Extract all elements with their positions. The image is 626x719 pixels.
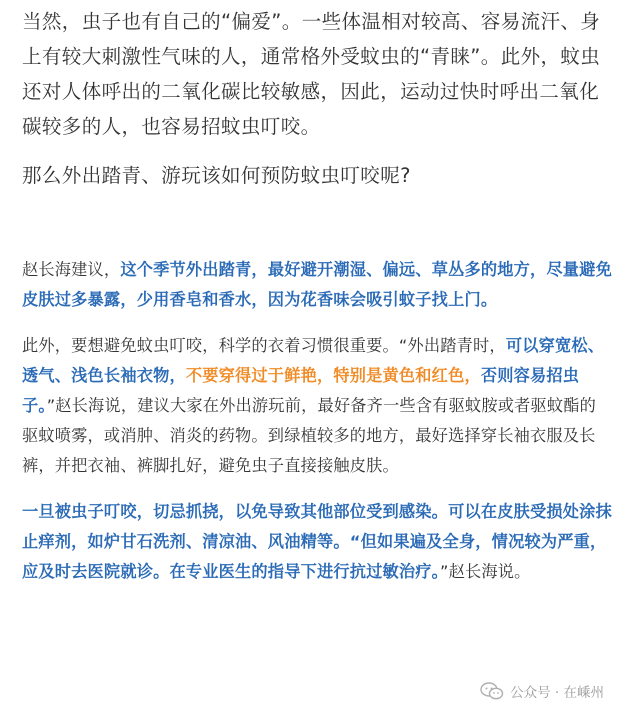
advice-prefix: 赵长海建议， [22,260,121,279]
paragraph-advice [22,255,612,315]
question-heading: 那么外出踏青、游玩该如何预防蚊虫叮咬呢? [22,164,411,187]
watermark-text: 公众号 · 在嵊州 [510,685,604,701]
clothing-intro: 此外，要想避免蚊虫叮咬，科学的衣着习惯很重要。“外出踏青时， [22,336,506,355]
paragraph-bite-treatment [22,497,612,587]
treatment-attribution: ”赵长海说。 [439,562,531,581]
wechat-icon [480,682,504,700]
paragraph-insect-preference: 当然，虫子也有自己的“偏爱”。一些体温相对较高、容易流汗、身上有较大刺激性气味的人，通常格外受蚊虫的“青睐”。此外，蚊虫还对人体呼出的二氧化碳比较敏感，因此，运动过快时呼出二氧化碳较多的人，也容易招蚊虫叮咬。 [22,10,601,138]
clothing-highlight-orange: 不要穿得过于鲜艳，特别是黄色和红色， [185,366,481,385]
watermark [480,681,604,701]
clothing-highlight-blue-1: 可以穿宽松、透气、浅色长袖衣物， [22,336,605,385]
clothing-rest: ”赵长海说，建议大家在外出游玩前，最好备齐一些含有驱蚊胺或者驱蚊酯的驱蚊喷雾，或消肿、消炎的药物。到绿植较多的地方，最好选择穿长袖衣服及长裤，并把衣袖、裤脚扎好，避免虫子直接接触皮肤。 [22,396,597,475]
paragraph-clothing [22,331,612,481]
treatment-highlight: 一旦被虫子叮咬，切忌抓挠，以免导致其他部位受到感染。可以在皮肤受损处涂抹止痒剂，如炉甘石洗剂、清凉油、风油精等。“但如果遍及全身，情况较为严重，应及时去医院就诊。在专业医生的指导下进行抗过敏治疗。 [22,502,612,581]
advice-highlight: 这个季节外出踏青，最好避开潮湿、偏远、草丛多的地方，尽量避免皮肤过多暴露，少用香皂和香水，因为花香味会吸引蚊子找上门。 [22,260,612,309]
clothing-highlight-blue-2: 否则容易招虫子。 [22,366,580,415]
article-body [22,0,612,587]
